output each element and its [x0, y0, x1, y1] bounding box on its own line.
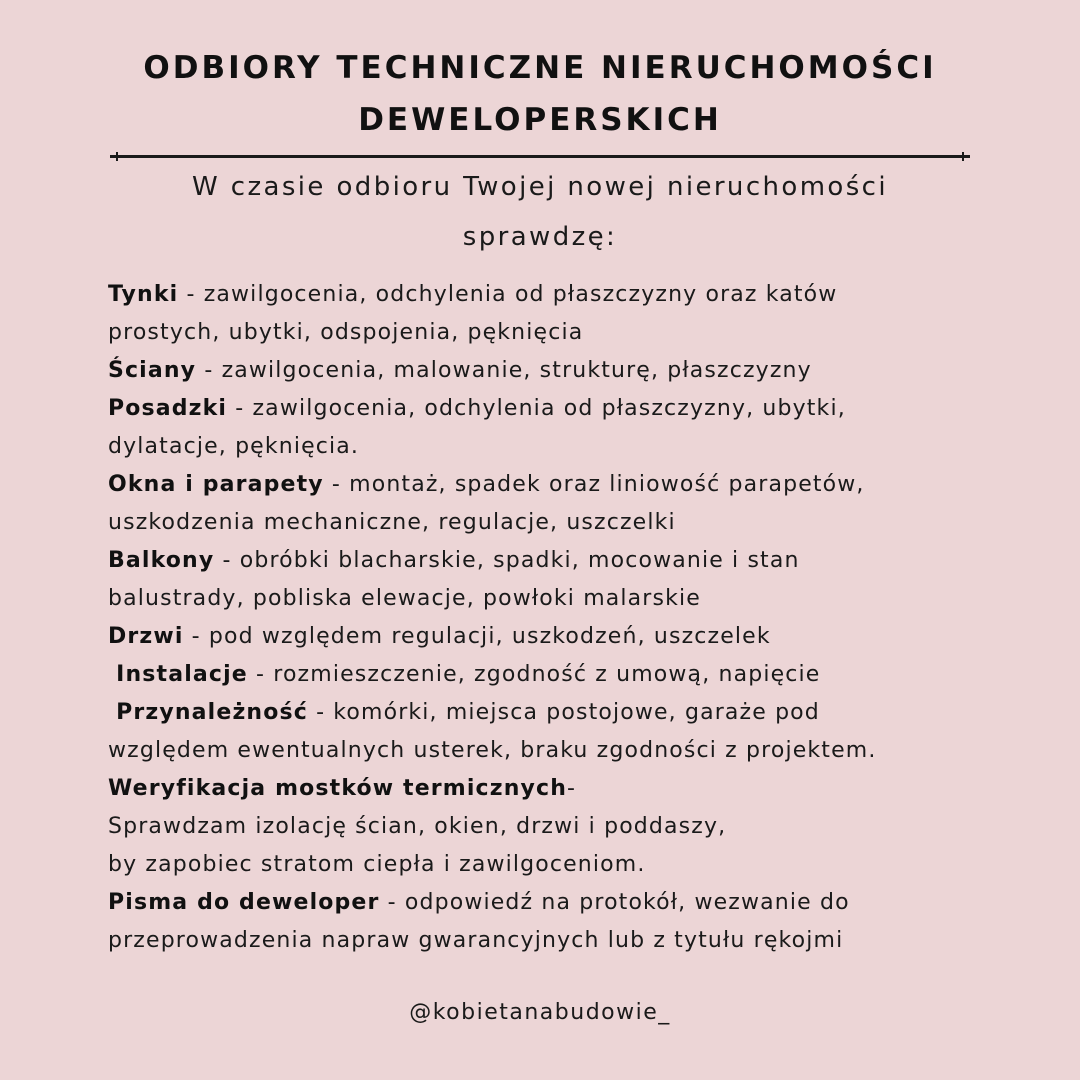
item-label: Posadzki [108, 396, 228, 421]
item-description-continued: balustrady, pobliska elewacje, powłoki malarskie [108, 586, 701, 611]
title-divider [110, 155, 970, 158]
item-description-continued: prostych, ubytki, odspojenia, pęknięcia [108, 320, 584, 345]
item-description: zawilgocenia, odchylenia od płaszczyzny, ubytki, [252, 396, 846, 421]
item-label: Balkony [108, 548, 215, 573]
checklist-item-mostki-termiczne: Weryfikacja mostków termicznych- [108, 776, 577, 801]
item-description-continued: dylatacje, pęknięcia. [108, 434, 360, 459]
checklist-item-pisma: Pisma do deweloper - odpowiedź na protokół, wezwanie do [108, 890, 850, 915]
checklist-item-balkony: Balkony - obróbki blacharskie, spadki, mocowanie i stan [108, 548, 800, 573]
item-description-continued: Sprawdzam izolację ścian, okien, drzwi i poddaszy, [108, 814, 727, 839]
checklist-item-okna: Okna i parapety - montaż, spadek oraz liniowość parapetów, [108, 472, 865, 497]
item-description: montaż, spadek oraz liniowość parapetów, [349, 472, 865, 497]
item-label: Drzwi [108, 624, 184, 649]
item-label: Tynki [108, 282, 179, 307]
page-title-line-2: DEWELOPERSKICH [358, 102, 722, 138]
checklist-item-tynki: Tynki - zawilgocenia, odchylenia od płaszczyzny oraz katów [108, 282, 838, 307]
item-label: Ściany [108, 358, 197, 383]
item-label: Pisma do deweloper [108, 890, 380, 915]
checklist-item-przynaleznosc: Przynależność - komórki, miejsca postojowe, garaże pod [116, 700, 820, 725]
page-title-line-1: ODBIORY TECHNICZNE NIERUCHOMOŚCI [143, 50, 937, 86]
checklist-item-sciany: Ściany - zawilgocenia, malowanie, strukturę, płaszczyzny [108, 358, 812, 383]
intro-line-1: W czasie odbioru Twojej nowej nieruchomości [192, 172, 888, 202]
item-description: zawilgocenia, odchylenia od płaszczyzny oraz katów [203, 282, 838, 307]
item-description: zawilgocenia, malowanie, strukturę, płaszczyzny [221, 358, 812, 383]
item-description-continued: by zapobiec stratom ciepła i zawilgoceniom. [108, 852, 646, 877]
item-description-continued: uszkodzenia mechaniczne, regulacje, uszczelki [108, 510, 676, 535]
item-description: pod względem regulacji, uszkodzeń, uszczelek [208, 624, 771, 649]
item-label: Instalacje [116, 662, 248, 687]
item-description-continued: względem ewentualnych usterek, braku zgodności z projektem. [108, 738, 877, 763]
social-handle: @kobietanabudowie_ [409, 1000, 671, 1025]
divider-left-tip [116, 152, 118, 161]
item-description: odpowiedź na protokół, wezwanie do [404, 890, 850, 915]
intro-line-2: sprawdzę: [462, 222, 618, 252]
checklist-item-drzwi: Drzwi - pod względem regulacji, uszkodzeń, uszczelek [108, 624, 771, 649]
checklist [108, 276, 1008, 960]
item-label: Przynależność [116, 700, 308, 725]
item-label: Weryfikacja mostków termicznych [108, 776, 568, 801]
item-description: rozmieszczenie, zgodność z umową, napięcie [273, 662, 821, 687]
item-label: Okna i parapety [108, 472, 324, 497]
item-description: komórki, miejsca postojowe, garaże pod [333, 700, 820, 725]
checklist-item-posadzki: Posadzki - zawilgocenia, odchylenia od płaszczyzny, ubytki, [108, 396, 846, 421]
checklist-item-instalacje: Instalacje - rozmieszczenie, zgodność z umową, napięcie [116, 662, 821, 687]
item-description-continued: przeprowadzenia napraw gwarancyjnych lub z tytułu rękojmi [108, 928, 844, 953]
item-description: obróbki blacharskie, spadki, mocowanie i stan [239, 548, 800, 573]
divider-right-tip [962, 152, 964, 161]
